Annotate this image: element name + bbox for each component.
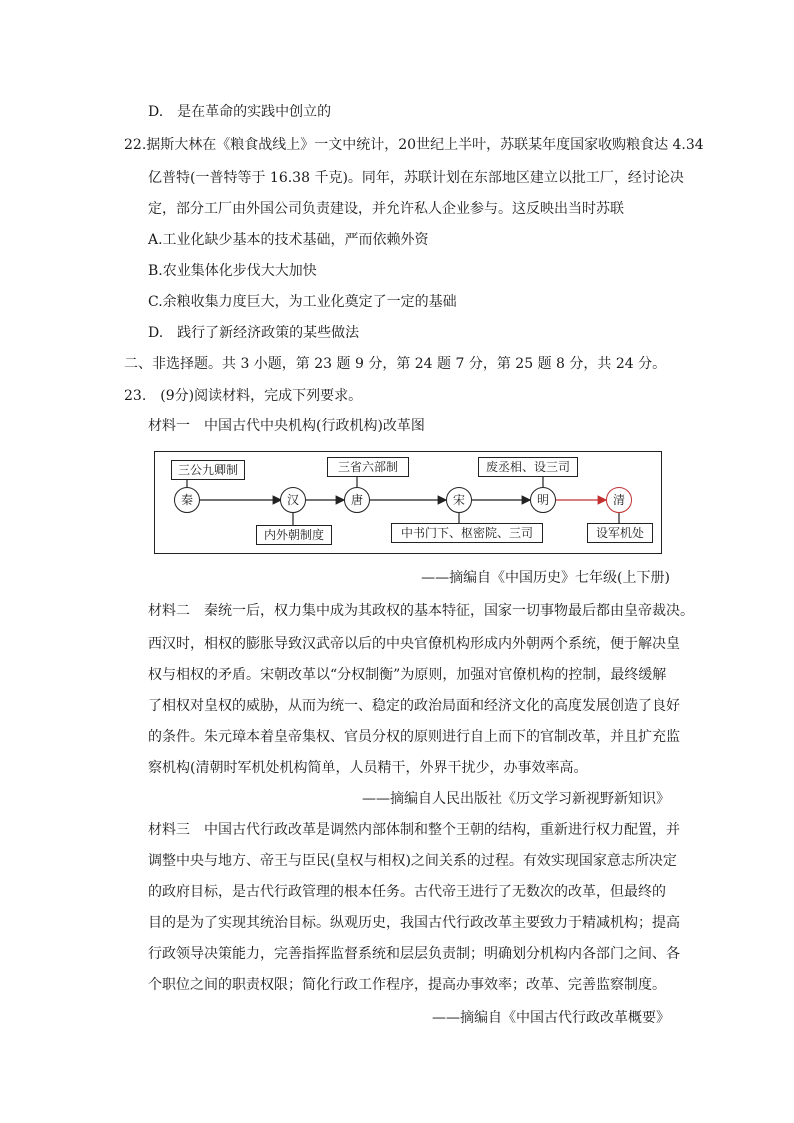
material-2-line-3: 权与相权的矛盾。宋朝改革以“分权制衡”为原则，加强对官僚机构的控制，最终缓解 xyxy=(148,667,667,683)
node-tang: 唐 xyxy=(344,487,370,513)
q22-option-d: D. 践行了新经济政策的某些做法 xyxy=(148,325,360,341)
material-3-source: ——摘编自《中国古代行政改革概要》 xyxy=(432,1010,670,1026)
node-qing: 清 xyxy=(606,487,632,513)
q22-option-a: A.工业化缺少基本的技术基础，严而依赖外资 xyxy=(148,232,429,248)
box-sangong-jiuqing: 三公九卿制 xyxy=(171,460,245,480)
material-1-source: ——摘编自《中国历史》七年级(上下册) xyxy=(421,570,670,586)
q22-option-c: C.余粮收集力度巨大，为工业化奠定了一定的基础 xyxy=(148,294,457,310)
reform-diagram xyxy=(154,451,662,554)
box-zhongshu-menxia: 中书门下、枢密院、三司 xyxy=(391,523,543,543)
box-sansheng-liubu: 三省六部制 xyxy=(327,457,409,477)
material-2-line-6: 察机构(清朝时军机处机构简单，人员精干，外界干扰少，办事效率高。 xyxy=(148,760,588,776)
q21-option-d: D. 是在革命的实践中创立的 xyxy=(148,104,332,120)
material-2-line-5: 的条件。朱元璋本着皇帝集权、官员分权的原则进行自上而下的官制改革，并且扩充监 xyxy=(148,729,680,745)
material-3-line-3: 的政府目标，是古代行政管理的根本任务。古代帝王进行了无数次的改革，但最终的 xyxy=(148,884,666,900)
node-han: 汉 xyxy=(280,487,306,513)
box-junji-chu: 设军机处 xyxy=(587,523,653,543)
material-3-line-4: 目的是为了实现其统治目标。纵观历史，我国古代行政改革主要致力于精减机构；提高 xyxy=(148,915,680,931)
material-3-line-5: 行政领导决策能力，完善指挥监督系统和层层负责制；明确划分机构内各部门之间、各 xyxy=(148,946,680,962)
material-2-line-4: 了相权对皇权的威胁，从而为统一、稳定的政治局面和经济文化的高度发展创造了良好 xyxy=(148,698,680,714)
box-abolish-chancellor: 废丞相、设三司 xyxy=(478,457,578,477)
box-neiwai-chao: 内外朝制度 xyxy=(256,525,332,545)
material-2-line-1: 材料二 秦统一后，权力集中成为其政权的基本特征，国家一切事物最后都由皇帝裁决。 xyxy=(148,603,694,619)
q22-option-b: B.农业集体化步伐大大加快 xyxy=(148,263,317,279)
material-1-title: 材料一 中国古代中央机构(行政机构)改革图 xyxy=(148,418,425,434)
q23-stem: 23. (9分)阅读材料，完成下列要求。 xyxy=(124,388,363,404)
material-3-line-1: 材料三 中国古代行政改革是调然内部体制和整个王朝的结构，重新进行权力配置，并 xyxy=(148,822,680,838)
q22-stem-line-2: 亿普特(一普特等于 16.38 千克)。同年，苏联计划在东部地区建立以批工厂，经讨论决 xyxy=(148,170,684,186)
section-2-header: 二、非选择题。共 3 小题，第 23 题 9 分，第 24 题 7 分，第 25 题 8 分，共 24 分。 xyxy=(124,356,667,372)
node-qin: 秦 xyxy=(174,487,200,513)
node-ming: 明 xyxy=(530,487,556,513)
q22-stem-line-1: 22.据斯大林在《粮食战线上》一文中统计，20世纪上半叶，苏联某年度国家收购粮食达 4.34 xyxy=(124,137,704,153)
material-3-line-2: 调整中央与地方、帝王与臣民(皇权与相权)之间关系的过程。有效实现国家意志所决定 xyxy=(148,853,677,869)
material-2-source: ——摘编自人民出版社《历文学习新视野新知识》 xyxy=(362,791,670,807)
q22-stem-line-3: 定，部分工厂由外国公司负责建设，并允许私人企业参与。这反映出当时苏联 xyxy=(148,201,624,217)
node-song: 宋 xyxy=(446,487,472,513)
material-2-line-2: 西汉时，相权的膨胀导致汉武帝以后的中央官僚机构形成内外朝两个系统，便于解决皇 xyxy=(148,636,680,652)
material-3-line-6: 个职位之间的职责权限；简化行政工作程序，提高办事效率；改革、完善监察制度。 xyxy=(148,977,666,993)
